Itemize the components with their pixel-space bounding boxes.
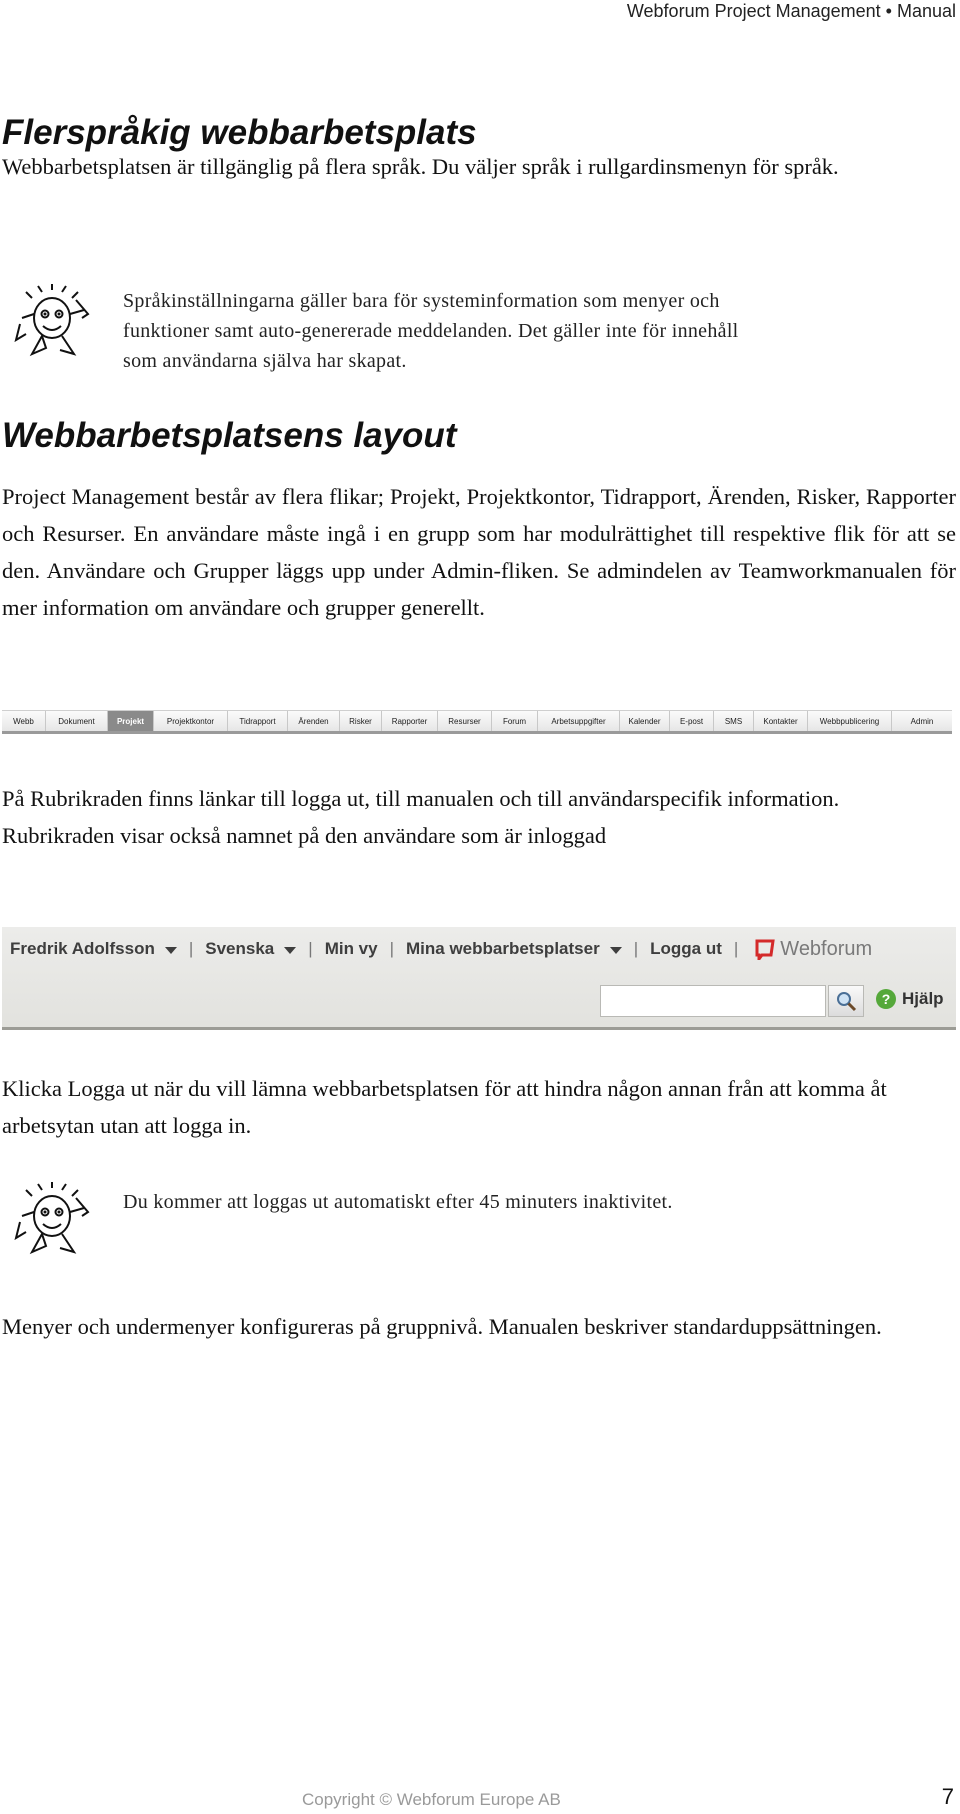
module-tab-bar <box>2 710 952 734</box>
tab-risker[interactable]: Risker <box>340 711 382 731</box>
help-label: Hjälp <box>902 989 944 1008</box>
tab-projektkontor[interactable]: Projektkontor <box>154 711 228 731</box>
mascot-tip-icon <box>12 284 92 364</box>
multilingual-paragraph: Webbarbetsplatsen är tillgänglig på flera språk. Du väljer språk i rullgardinsmenyn för språk. <box>2 154 839 179</box>
chevron-down-icon <box>284 947 296 954</box>
tab-webb[interactable]: Webb <box>2 711 46 731</box>
footer-copyright: Copyright © Webforum Europe AB <box>302 1790 561 1809</box>
language-label: Svenska <box>205 939 275 958</box>
webforum-logo-icon <box>754 938 776 960</box>
separator: | <box>308 939 313 958</box>
tab-kalender[interactable]: Kalender <box>620 711 670 731</box>
my-view-link[interactable]: Min vy <box>324 939 378 958</box>
header-menu <box>10 935 872 963</box>
user-name: Fredrik Adolfsson <box>10 939 155 958</box>
separator: | <box>188 939 194 958</box>
user-menu[interactable] <box>10 939 177 959</box>
help-link[interactable] <box>876 989 944 1009</box>
tab-arbetsuppgifter[interactable]: Arbetsuppgifter <box>538 711 620 731</box>
webforum-logo <box>754 938 872 961</box>
logout-paragraph: Klicka Logga ut när du vill lämna webbarbetsplatsen för att hindra någon annan från att komma åt arbetsytan utan att logga in. <box>2 1076 887 1138</box>
chevron-down-icon <box>165 947 177 954</box>
mascot-tip-icon <box>12 1182 92 1262</box>
tab-projekt[interactable]: Projekt <box>108 711 154 731</box>
note-line: som användarna själva har skapat. <box>123 350 407 372</box>
note-line: Språkinställningarna gäller bara för systeminformation som menyer och <box>123 290 720 312</box>
logout-link[interactable]: Logga ut <box>650 939 722 958</box>
separator: | <box>389 939 395 958</box>
my-workspaces-label: Mina webbarbetsplatser <box>406 939 600 958</box>
tab-webbpublicering[interactable]: Webbpublicering <box>808 711 892 731</box>
tab-admin[interactable]: Admin <box>910 716 934 726</box>
menus-paragraph: Menyer och undermenyer konfigureras på gruppnivå. Manualen beskriver standarduppsättningen. <box>2 1314 882 1339</box>
section-title-multilingual: Flerspråkig webbarbetsplats <box>2 113 477 152</box>
tab-resurser[interactable]: Resurser <box>438 711 492 731</box>
separator: | <box>633 939 639 958</box>
search-button[interactable] <box>828 985 864 1017</box>
search-icon <box>835 990 857 1012</box>
logo-text: Webforum <box>780 937 873 960</box>
section-title-layout: Webbarbetsplatsens layout <box>2 416 457 455</box>
chevron-down-icon <box>610 947 622 954</box>
running-header: Webforum Project Management • Manual <box>626 1 956 21</box>
tab-rapporter[interactable]: Rapporter <box>382 711 438 731</box>
my-workspaces-menu[interactable] <box>406 939 622 959</box>
note-line: funktioner samt auto-genererade meddelanden. Det gäller inte för innehåll <box>123 320 739 342</box>
logout-note: Du kommer att loggas ut automatiskt efter 45 minuters inaktivitet. <box>123 1191 673 1213</box>
tab-forum[interactable]: Forum <box>492 711 538 731</box>
tab-epost[interactable]: E-post <box>670 711 714 731</box>
layout-paragraph: Project Management består av flera flikar; Projekt, Projektkontor, Tidrapport, Ärenden, Risker, Rapporter och Resurser. En användare måste ingå i en grupp som har modulrättighet till respektive flik för att se den. Användare och Grupper läggs upp under Admin-fliken. Se admindelen av Teamworkmanualen för mer information om användare och grupper generellt. <box>2 484 956 620</box>
rubrik-paragraph: På Rubrikraden finns länkar till logga ut, till manualen och till användarspecifik information. Rubrikraden visar också namnet på den användare som är inloggad <box>2 786 840 848</box>
tab-dokument[interactable]: Dokument <box>46 711 108 731</box>
search-input[interactable] <box>600 985 826 1017</box>
help-icon: ? <box>876 989 896 1009</box>
tab-kontakter[interactable]: Kontakter <box>754 711 808 731</box>
tab-tidrapport[interactable]: Tidrapport <box>228 711 288 731</box>
tab-arenden[interactable]: Ärenden <box>288 711 340 731</box>
page-number: 7 <box>941 1784 954 1809</box>
header-bar <box>2 927 956 1030</box>
language-menu[interactable] <box>205 939 296 959</box>
tab-sms[interactable]: SMS <box>714 711 754 731</box>
separator: | <box>733 939 739 958</box>
